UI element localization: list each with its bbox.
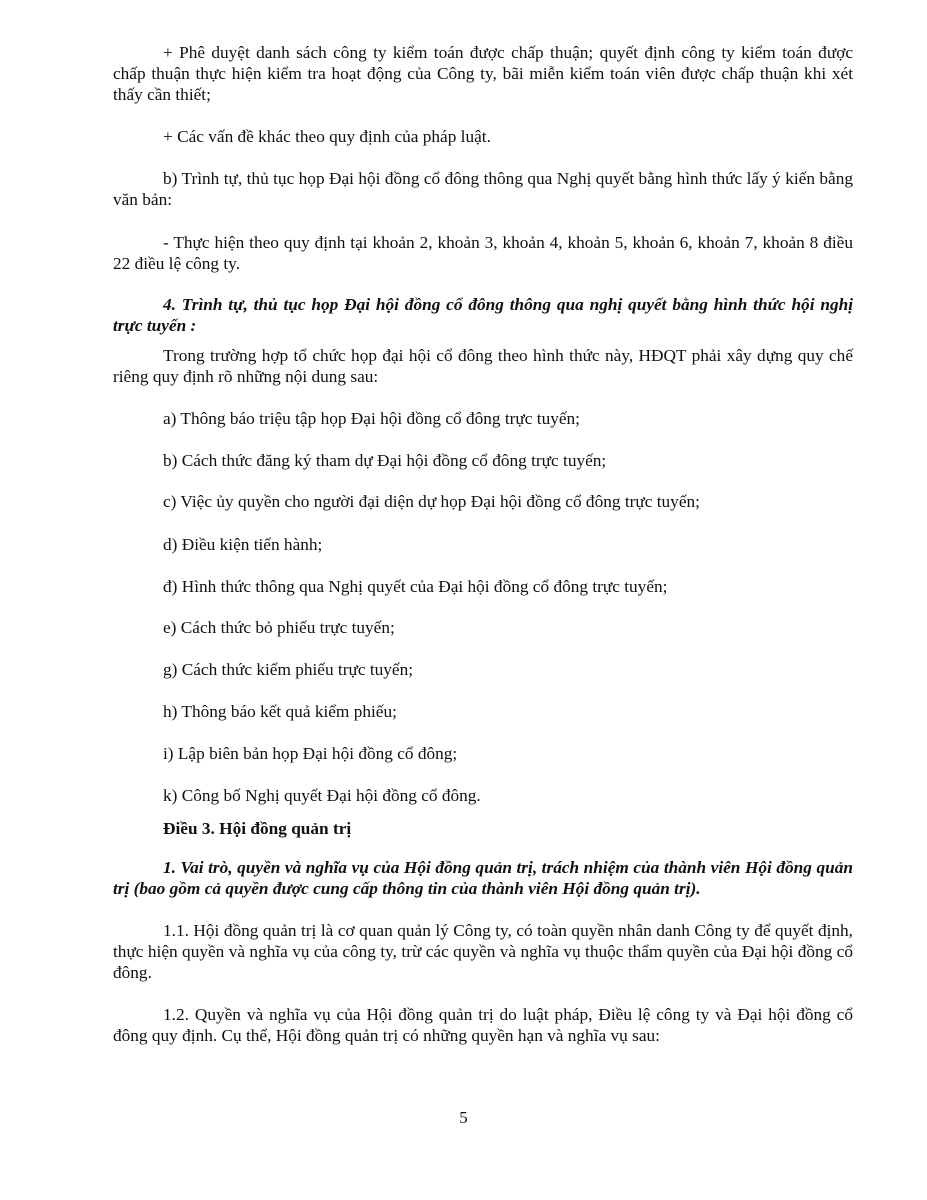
heading-online-meeting-procedure [113, 294, 853, 336]
list-item-h [113, 701, 853, 722]
list-item-b [113, 450, 853, 471]
list-item-text: b) Cách thức đăng ký tham dự Đại hội đồng cổ đông trực tuyến; [163, 451, 607, 470]
paragraph-text: + Phê duyệt danh sách công ty kiểm toán được chấp thuận; quyết định công ty kiểm toán được chấp thuận thực hiện kiểm tra hoạt động của Công ty, bãi miễn kiểm toán viên được chấp thuận khi xét thấy cần thiết; [113, 43, 853, 104]
list-item-text: e) Cách thức bỏ phiếu trực tuyến; [163, 618, 395, 637]
list-item-e [113, 617, 853, 638]
heading-text: 1. Vai trò, quyền và nghĩa vụ của Hội đồng quản trị, trách nhiệm của thành viên Hội đồng quản trị (bao gồm cả quyền được cung cấp thông tin của thành viên Hội đồng quản trị). [113, 858, 853, 898]
list-item-a [113, 408, 853, 429]
list-item-d [113, 534, 853, 555]
list-item-text: đ) Hình thức thông qua Nghị quyết của Đại hội đồng cổ đông trực tuyến; [163, 577, 668, 596]
paragraph-other-matters [113, 126, 853, 147]
list-item-text: a) Thông báo triệu tập họp Đại hội đồng cổ đông trực tuyến; [163, 409, 580, 428]
page-number: 5 [459, 1108, 468, 1127]
paragraph-text: Trong trường hợp tổ chức họp đại hội cổ đông theo hình thức này, HĐQT phải xây dựng quy chế riêng quy định rõ những nội dung sau: [113, 346, 853, 386]
paragraph-online-meeting-rules [113, 345, 853, 387]
list-item-text: k) Công bố Nghị quyết Đại hội đồng cổ đông. [163, 786, 481, 805]
paragraph-1-2 [113, 1004, 853, 1046]
paragraph-text: 1.2. Quyền và nghĩa vụ của Hội đồng quản trị do luật pháp, Điều lệ công ty và Đại hội đồng cổ đông quy định. Cụ thể, Hội đồng quản trị có những quyền hạn và nghĩa vụ sau: [113, 1005, 853, 1045]
list-item-dd [113, 576, 853, 597]
list-item-i [113, 743, 853, 764]
heading-board-role-rights [113, 857, 853, 899]
heading-article-3 [113, 818, 853, 839]
paragraph-approve-auditors [113, 42, 853, 105]
paragraph-1-1 [113, 920, 853, 983]
list-item-text: h) Thông báo kết quả kiểm phiếu; [163, 702, 397, 721]
paragraph-text: 1.1. Hội đồng quản trị là cơ quan quản lý Công ty, có toàn quyền nhân danh Công ty để quyết định, thực hiện quyền và nghĩa vụ của công ty, trừ các quyền và nghĩa vụ thuộc thẩm quyền của Đại hội đồng cổ đông. [113, 921, 853, 982]
list-item-text: g) Cách thức kiểm phiếu trực tuyến; [163, 660, 414, 679]
paragraph-text: b) Trình tự, thủ tục họp Đại hội đồng cổ đông thông qua Nghị quyết bằng hình thức lấy ý kiến bằng văn bản: [113, 169, 853, 209]
heading-text: 4. Trình tự, thủ tục họp Đại hội đồng cổ đông thông qua nghị quyết bằng hình thức hội nghị trực tuyến : [113, 295, 853, 335]
paragraph-text: - Thực hiện theo quy định tại khoản 2, khoản 3, khoản 4, khoản 5, khoản 6, khoản 7, khoản 8 điều 22 điều lệ công ty. [113, 233, 853, 273]
list-item-text: i) Lập biên bản họp Đại hội đồng cổ đông; [163, 744, 458, 763]
paragraph-text: + Các vấn đề khác theo quy định của pháp luật. [163, 127, 491, 146]
list-item-text: c) Việc ủy quyền cho người đại diện dự họp Đại hội đồng cổ đông trực tuyến; [163, 492, 700, 511]
paragraph-implement-article-22 [113, 232, 853, 274]
list-item-text: d) Điều kiện tiến hành; [163, 535, 323, 554]
list-item-k [113, 785, 853, 806]
list-item-c [113, 491, 853, 512]
list-item-g [113, 659, 853, 680]
paragraph-written-opinion-procedure [113, 168, 853, 210]
heading-text: Điều 3. Hội đồng quản trị [163, 819, 352, 838]
